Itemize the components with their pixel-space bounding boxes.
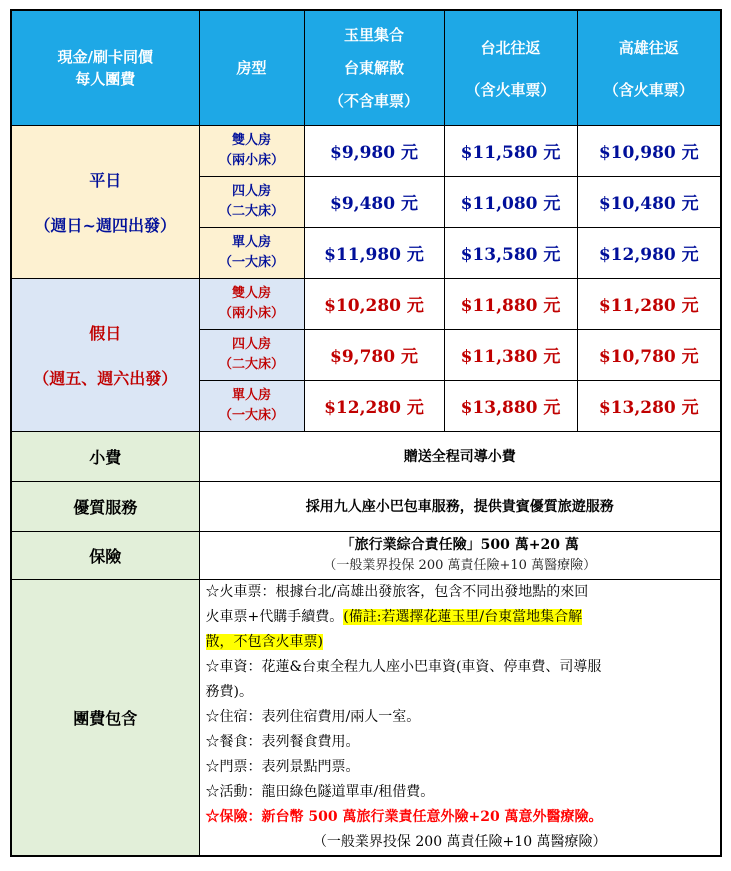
header-line: （含火車票） <box>603 80 694 99</box>
header-line: 台北往返 <box>480 38 541 57</box>
weekday-subtitle: （週日~週四出發） <box>34 215 176 235</box>
header-yuli-taitung <box>304 10 444 125</box>
include-stay: ☆住宿：表列住宿費用/兩人一室。 <box>205 708 421 725</box>
room-name: 四人房 <box>231 183 271 199</box>
price-cell: $10,980 元 <box>577 125 721 176</box>
header-line: 房型 <box>236 58 267 77</box>
insurance-label: 保險 <box>11 531 199 579</box>
include-train-text: 火車票+代購手續費。 <box>205 608 344 625</box>
header-line: 台東解散 <box>343 58 404 77</box>
price-cell: $11,580 元 <box>444 125 577 176</box>
price-cell: $13,880 元 <box>444 380 577 431</box>
room-bed: （兩小床） <box>218 152 284 168</box>
include-car-2: 務費)。 <box>205 683 253 700</box>
price-cell: $9,980 元 <box>304 125 444 176</box>
room-bed: （一大床） <box>218 407 284 423</box>
header-taipei <box>444 10 577 125</box>
header-line: 現金/刷卡同價 <box>57 47 153 66</box>
include-train-2 <box>206 605 715 630</box>
include-train: ☆火車票：根據台北/高雄出發旅客，包含不同出發地點的來回 <box>205 583 589 600</box>
header-line: 高雄往返 <box>618 38 679 57</box>
price-cell: $11,880 元 <box>444 278 577 329</box>
header-room-type <box>199 10 304 125</box>
room-type <box>199 329 304 380</box>
table-row <box>11 431 721 481</box>
includes-content <box>199 579 721 856</box>
price-cell: $9,780 元 <box>304 329 444 380</box>
include-train-3 <box>206 630 715 655</box>
price-cell: $11,980 元 <box>304 227 444 278</box>
header-line: 玉里集合 <box>343 25 404 44</box>
table-row <box>11 125 721 176</box>
price-cell: $10,780 元 <box>577 329 721 380</box>
include-insurance: ☆保險：新台幣 500 萬旅行業責任意外險+20 萬意外醫療險。 <box>205 808 603 825</box>
room-type <box>199 176 304 227</box>
holiday-title: 假日 <box>89 323 122 343</box>
tip-label: 小費 <box>11 431 199 481</box>
include-insurance-note: （一般業界投保 200 萬責任險+10 萬醫療險） <box>312 833 607 850</box>
table-row <box>11 481 721 531</box>
room-name: 雙人房 <box>231 132 271 148</box>
room-bed: （二大床） <box>218 203 284 219</box>
room-bed: （一大床） <box>218 254 284 270</box>
price-cell: $11,080 元 <box>444 176 577 227</box>
price-cell: $12,980 元 <box>577 227 721 278</box>
price-table <box>10 9 722 857</box>
price-cell: $9,480 元 <box>304 176 444 227</box>
header-line: 每人團費 <box>75 69 136 88</box>
train-note-highlight: (備註:若選擇花蓮玉里/台東當地集合解 <box>343 608 583 625</box>
includes-label: 團費包含 <box>11 579 199 856</box>
header-price-label <box>11 10 199 125</box>
room-name: 四人房 <box>231 336 271 352</box>
room-name: 單人房 <box>231 387 271 403</box>
price-cell: $11,380 元 <box>444 329 577 380</box>
price-cell: $10,480 元 <box>577 176 721 227</box>
tip-value: 贈送全程司導小費 <box>199 431 721 481</box>
price-cell: $13,280 元 <box>577 380 721 431</box>
room-type <box>199 278 304 329</box>
price-cell: $13,580 元 <box>444 227 577 278</box>
include-car: ☆車資：花蓮&台東全程九人座小巴車資(車資、停車費、司導服 <box>205 658 602 675</box>
table-row <box>11 579 721 856</box>
holiday-label <box>11 278 199 431</box>
header-kaohsiung <box>577 10 721 125</box>
room-type <box>199 125 304 176</box>
room-name: 雙人房 <box>231 285 271 301</box>
weekday-title: 平日 <box>89 170 122 190</box>
room-type <box>199 380 304 431</box>
room-bed: （二大床） <box>218 356 284 372</box>
train-note-highlight: 散，不包含火車票) <box>205 633 323 650</box>
holiday-subtitle: （週五、週六出發） <box>33 368 178 388</box>
room-bed: （兩小床） <box>218 305 284 321</box>
service-label: 優質服務 <box>11 481 199 531</box>
service-value: 採用九人座小巴包車服務，提供貴賓優質旅遊服務 <box>199 481 721 531</box>
weekday-label <box>11 125 199 278</box>
room-name: 單人房 <box>231 234 271 250</box>
price-cell: $12,280 元 <box>304 380 444 431</box>
room-type <box>199 227 304 278</box>
insurance-note: （一般業界投保 200 萬責任險+10 萬醫療險） <box>323 558 597 573</box>
price-cell: $11,280 元 <box>577 278 721 329</box>
include-meal: ☆餐食：表列餐食費用。 <box>205 733 360 750</box>
table-row <box>11 531 721 579</box>
include-activity: ☆活動：龍田綠色隧道單車/租借費。 <box>205 783 435 800</box>
header-line: （含火車票） <box>465 80 556 99</box>
table-row <box>11 278 721 329</box>
insurance-main: 「旅行業綜合責任險」500 萬+20 萬 <box>340 537 579 553</box>
price-cell: $10,280 元 <box>304 278 444 329</box>
header-line: （不含車票） <box>328 91 419 110</box>
include-ticket: ☆門票：表列景點門票。 <box>205 758 360 775</box>
insurance-value <box>199 531 721 579</box>
